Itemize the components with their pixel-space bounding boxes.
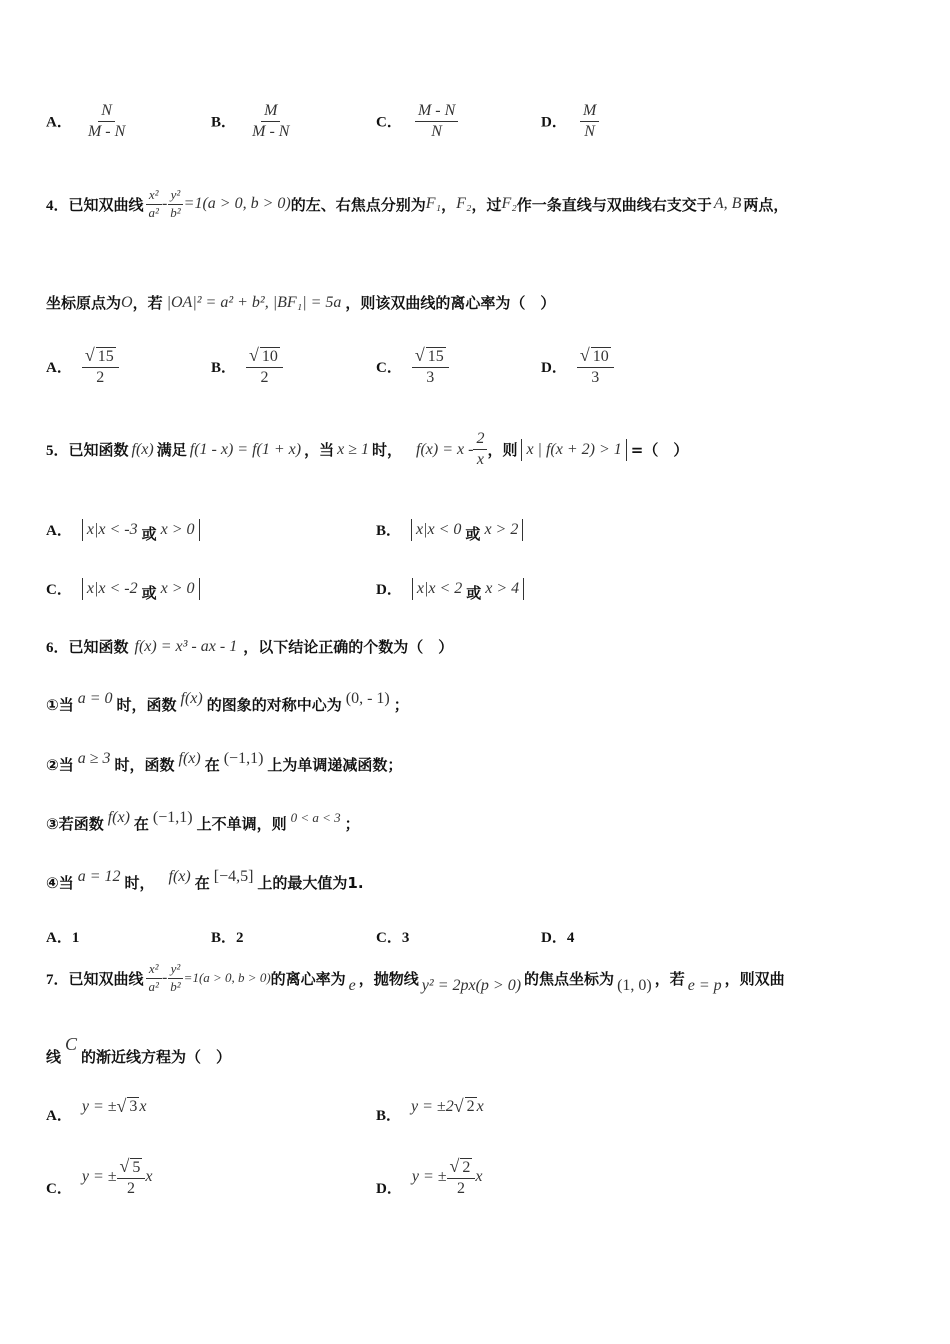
option-label: D． (541, 114, 567, 131)
option-value: 1 (71, 930, 80, 946)
option-label: C． (46, 1180, 72, 1197)
q6-option-b[interactable] (211, 926, 244, 947)
option-label: C． (376, 359, 402, 376)
q5-option-d[interactable] (376, 574, 524, 603)
stem-text: ， (441, 195, 457, 214)
stem-text: 在 (194, 874, 210, 892)
stem-text: 时， (371, 441, 402, 460)
question-number: 7． (46, 971, 69, 988)
set-part: x|x < 0 (416, 520, 462, 538)
q3-option-d[interactable] (541, 102, 599, 142)
fraction-denominator: N (584, 123, 595, 141)
q3-option-b[interactable] (211, 102, 292, 142)
stem-text: 上的最大值为1. (257, 874, 364, 892)
stem-text: 的左、右焦点分别为 (290, 195, 426, 214)
math-F2: F₂ (501, 195, 517, 213)
q5-option-b[interactable] (376, 515, 523, 544)
stem-text: 满足 (156, 441, 187, 460)
math-expr: x (139, 1097, 147, 1115)
fraction-denominator: 2 (96, 369, 105, 387)
or-text: 或 (466, 584, 482, 602)
stem-text: 的焦点坐标为 (524, 969, 615, 988)
stem-text: 已知双曲线 (68, 195, 144, 214)
math-condition: a ≥ 3 (77, 749, 111, 767)
math-definition: f(x) = x - (416, 440, 474, 458)
math-C: C (65, 1034, 78, 1054)
math-expr: y = ± (411, 1168, 447, 1186)
q4-option-c[interactable]: C． $\frac{√ 15}{3}$ (376, 345, 449, 388)
radicand: 10 (261, 348, 278, 365)
q6-option-d[interactable] (541, 926, 574, 947)
fraction-denominator: M - N (87, 123, 126, 141)
math-expr: x (476, 1097, 484, 1115)
set-part: x > 4 (485, 579, 520, 597)
eq-num: y² (168, 962, 184, 979)
stem-text: 作一条直线与双曲线右支交于 (516, 195, 712, 214)
fraction-numerator: N (98, 102, 115, 122)
math-F1: F₁ (425, 195, 442, 213)
eq-den: b² (170, 978, 181, 994)
q4-stem-line2 (46, 292, 555, 313)
fraction-denominator: 2 (126, 1180, 135, 1198)
stem-text: 两点， (743, 195, 789, 214)
eq-condition: =1(a > 0, b > 0) (183, 195, 291, 213)
stem-text: ； (344, 815, 360, 833)
set-part: x > 0 (160, 520, 195, 538)
q7-option-d[interactable]: D． y = ± $\frac{√ 2}{2}$ x (376, 1156, 483, 1198)
option-label: D． (376, 582, 402, 598)
stem-text: ，若 (654, 969, 685, 988)
or-text: 或 (141, 525, 157, 543)
q7-option-a[interactable]: A． y = ± √ 3 x (46, 1096, 147, 1124)
math-symmetry: f(1 - x) = f(1 + x) (189, 440, 302, 458)
eq-minus: - (161, 969, 168, 987)
eq-den: a² (148, 978, 159, 994)
eq-num: x² (146, 188, 162, 205)
q6-stem (46, 636, 453, 657)
math-condition: a = 12 (77, 867, 121, 885)
math-F2: F₂ (456, 195, 472, 213)
set-part: x|x < -3 (86, 520, 138, 538)
math-e: e (348, 977, 356, 995)
stem-text: 的图象的对称中心为 (206, 696, 342, 714)
radicand: 2 (466, 1098, 475, 1115)
stem-text: ，过 (471, 195, 502, 214)
option-label: A． (46, 930, 72, 946)
stem-text: 时，函数 (116, 696, 177, 714)
stem-text: =（ ） (630, 441, 689, 460)
q6-statement-2 (46, 749, 403, 775)
math-fx: f(x) (107, 808, 130, 826)
option-label: D． (376, 1180, 402, 1197)
math-expr: y = ±2 (411, 1097, 454, 1115)
q6-option-a[interactable] (46, 926, 79, 947)
stem-text: ，则 (487, 441, 518, 460)
option-label: A． (46, 1108, 72, 1124)
question-number: 6． (46, 640, 69, 656)
option-label: B． (376, 523, 402, 539)
radicand: 2 (462, 1159, 471, 1176)
option-label: C． (376, 114, 402, 131)
fraction-denominator: 3 (426, 369, 435, 387)
q3-option-a[interactable] (46, 102, 128, 142)
math-points: A, B (713, 195, 742, 213)
stem-text: ，抛物线 (358, 969, 419, 988)
stem-text: 坐标原点为 (46, 294, 122, 312)
math-fx: f(x) (168, 867, 191, 885)
stem-text: 的渐近线方程为（ ） (81, 1048, 232, 1066)
math-interval: [−4,5] (213, 867, 254, 885)
radicand: 5 (132, 1159, 141, 1176)
stem-text: ； (393, 696, 409, 714)
stem-text: ，当 (304, 441, 335, 460)
math-expr: x (475, 1168, 483, 1186)
option-label: B． (211, 930, 237, 946)
statement-marker: ④当 (46, 874, 74, 892)
option-label: D． (541, 930, 567, 946)
q4-option-b[interactable]: B． $\frac{√ 10}{2}$ (211, 345, 283, 388)
math-expr: y = ± (81, 1097, 117, 1115)
stem-text: ，则该双曲线的离心率为（ ） (345, 294, 556, 312)
stem-text: 上不单调，则 (196, 815, 287, 833)
eq-num: x² (146, 962, 162, 979)
q7-option-c[interactable]: C． y = ± $\frac{√ 5}{2}$ x (46, 1156, 153, 1198)
radicand: 15 (427, 348, 444, 365)
stem-text: 在 (204, 756, 220, 774)
q4-option-a[interactable]: A． $\frac{√ 15}{2}$ (46, 345, 119, 388)
math-expr: x (145, 1168, 153, 1186)
question-number: 5． (46, 443, 69, 460)
math-O: O (121, 293, 133, 311)
q6-option-c[interactable] (376, 926, 409, 947)
q5-option-c[interactable] (46, 574, 200, 603)
option-label: C． (376, 930, 402, 946)
q5-stem (46, 430, 688, 470)
option-value: 3 (401, 930, 410, 946)
stem-text: 已知双曲线 (68, 969, 144, 988)
q3-option-c[interactable] (376, 102, 458, 142)
q7-option-b[interactable]: B． y = ±2 √ 2 x (376, 1096, 484, 1124)
stem-text: 已知函数 (68, 441, 129, 460)
question-number: 4． (46, 197, 69, 214)
statement-marker: ③若函数 (46, 815, 104, 833)
eq-den: a² (148, 204, 159, 220)
option-label: D． (541, 359, 567, 376)
math-point: (0, - 1) (345, 689, 390, 707)
stem-text: 时， (124, 874, 155, 892)
eq-minus: - (161, 195, 168, 213)
q7-stem-line1 (46, 962, 785, 995)
fraction-numerator: M (580, 102, 599, 122)
option-label: B． (376, 1108, 402, 1124)
fraction-denominator: x (476, 451, 484, 469)
math-point: (1, 0) (617, 977, 652, 995)
eq-condition: =1(a > 0, b > 0) (183, 970, 271, 986)
radicand: 10 (592, 348, 609, 365)
option-label: A． (46, 114, 72, 131)
stem-text: 在 (133, 815, 149, 833)
fraction-denominator: 2 (456, 1180, 465, 1198)
math-condition: e = p (687, 977, 722, 995)
q6-statement-1 (46, 689, 409, 715)
math-fx: f(x) (180, 689, 203, 707)
q5-option-a[interactable] (46, 515, 200, 544)
q6-statement-3 (46, 808, 360, 834)
math-set: x | f(x + 2) > 1 (521, 439, 626, 461)
math-condition: 0 < a < 3 (290, 809, 341, 825)
stem-text: 线 (46, 1048, 62, 1066)
stem-text: 时，函数 (114, 756, 175, 774)
math-function: f(x) = x³ - ax - 1 (134, 637, 238, 655)
math-parabola: y² = 2px(p > 0) (421, 977, 522, 995)
option-label: A． (46, 359, 72, 376)
math-expr: y = ± (81, 1168, 117, 1186)
fraction-numerator: M (261, 102, 280, 122)
eq-den: b² (170, 204, 181, 220)
option-label: C． (46, 582, 72, 598)
fraction-denominator: 3 (591, 369, 600, 387)
eq-num: y² (168, 188, 184, 205)
set-part: x|x < -2 (86, 579, 138, 597)
statement-marker: ②当 (46, 756, 74, 774)
radicand: 15 (97, 348, 114, 365)
fraction-denominator: N (431, 123, 442, 141)
set-part: x > 0 (160, 579, 195, 597)
option-value: 2 (236, 930, 244, 946)
q6-statement-4 (46, 867, 364, 893)
option-label: A． (46, 523, 72, 539)
stem-text: 的离心率为 (270, 969, 346, 988)
or-text: 或 (465, 525, 481, 543)
fraction-denominator: 2 (260, 369, 269, 387)
stem-text: 上为单调递减函数； (267, 756, 403, 774)
math-condition: a = 0 (77, 689, 113, 707)
q4-stem-line1 (46, 188, 788, 221)
q7-stem-line2 (46, 1034, 232, 1066)
radicand: 3 (129, 1098, 138, 1115)
math-fx: f(x) (178, 749, 201, 767)
q4-option-d[interactable]: D． $\frac{√ 10}{3}$ (541, 345, 614, 388)
stem-text: 已知函数 (68, 638, 129, 656)
math-condition: |OA|² = a² + b², |BF₁| = 5a (166, 293, 342, 311)
option-label: B． (211, 359, 237, 376)
stem-text: ，则双曲 (724, 969, 785, 988)
set-part: x > 2 (484, 520, 519, 538)
option-value: 4 (566, 930, 575, 946)
stem-text: ，以下结论正确的个数为（ ） (243, 638, 454, 656)
stem-text: ，若 (132, 294, 163, 312)
fraction-numerator: 2 (473, 430, 487, 450)
or-text: 或 (141, 584, 157, 602)
math-fx: f(x) (131, 440, 154, 458)
option-label: B． (211, 114, 237, 131)
set-part: x|x < 2 (416, 579, 463, 597)
statement-marker: ①当 (46, 696, 74, 714)
math-condition: x ≥ 1 (337, 440, 369, 458)
math-interval: (−1,1) (223, 749, 264, 767)
fraction-numerator: M - N (415, 102, 458, 122)
fraction-denominator: M - N (252, 123, 290, 141)
math-interval: (−1,1) (152, 808, 193, 826)
